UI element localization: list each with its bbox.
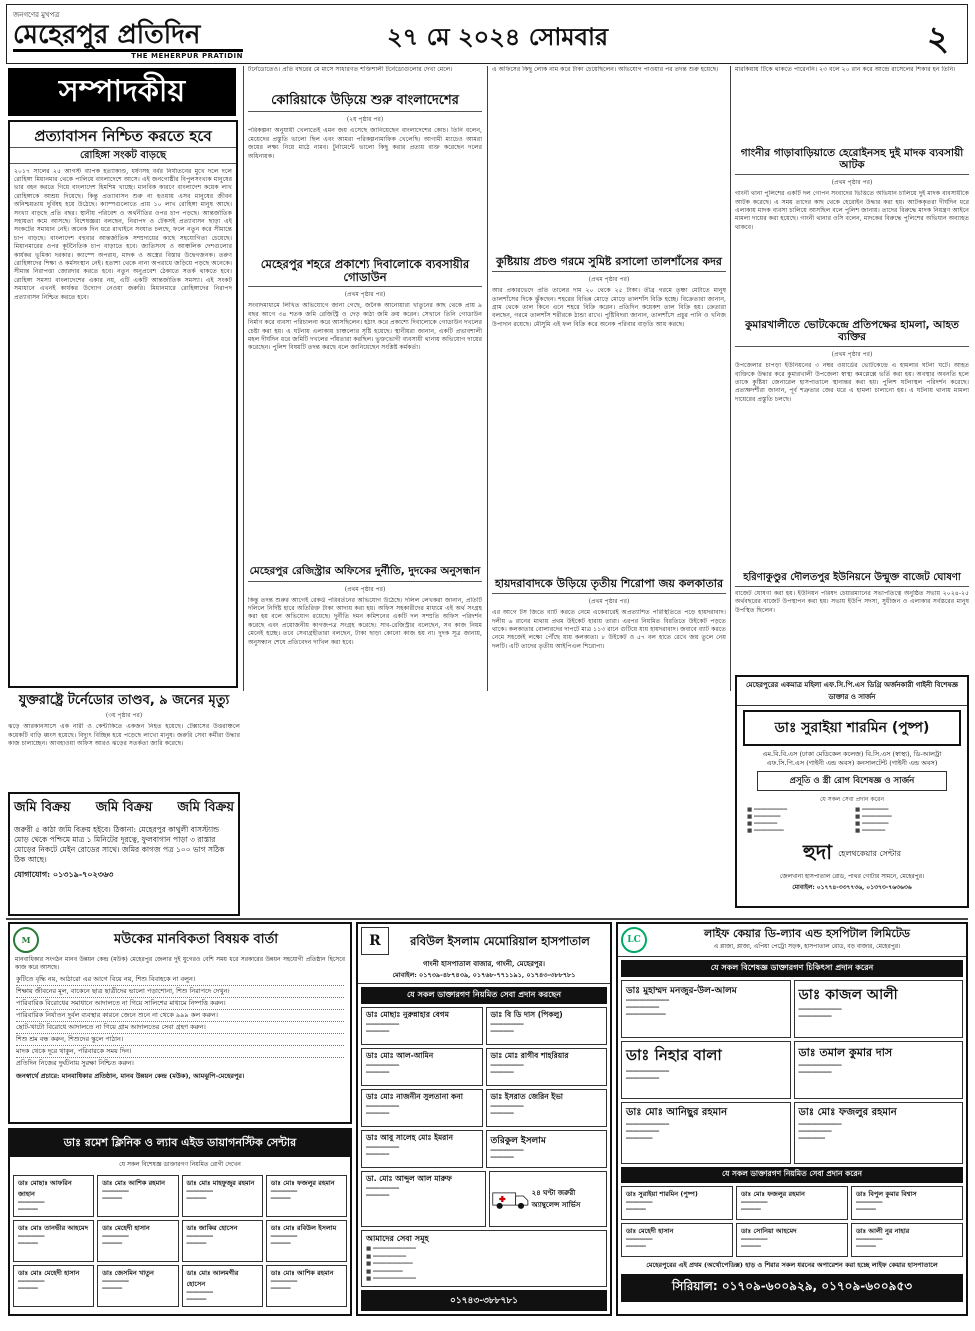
lifecare-ad [616, 922, 968, 1316]
newspaper-name: মেহেরপুর প্রতিদিন [13, 21, 243, 52]
kushtia-continuation: (প্রথম পৃষ্ঠার পর) [588, 276, 630, 284]
robiul-services: আমাদের সেবা সমূহ ■ ━━━━━━━━━━━━━ ■ ━━━━━━━━━━ ■ ━━━━━━━━━━━━ ■ ━━━━━━━━━ ■ ━━━━━━━━━━━━━ [361, 1230, 607, 1287]
robiul-phone: মোবাইল: ০১৭৩৯-৪৮৭৪৩৯, ০১৭৬৮-৭৭১১৯১, ০১৭৪৩-৩৮৮৭৮১ [358, 970, 610, 984]
doctor-card: ডাঃ মোঃ ফজলুর রহমান ━━━━━━━━ ━━━━━━ [736, 1186, 848, 1220]
kushtia-article [492, 256, 726, 576]
doctor-card: ডাঃ কাজল আলী ━━━━━━━━━━━━━ ━━━━━━━━━━ [794, 980, 964, 1038]
doctor-card: ডাঃ মোঃ মেহেদী হাসান ━━━━━━━━ ━━━━━━ [13, 1265, 94, 1307]
editorial-banner: সম্পাদকীয় [8, 68, 236, 116]
land-ad-title: জমি বিক্রয় [95, 800, 153, 815]
doctor-card: তরিকুল ইসলাম ━━━━━━━━━━ ━━━━━━━ [486, 1130, 608, 1168]
warehouse-continuation: (প্রথম পৃষ্ঠার পর) [344, 291, 386, 299]
tornado-continuation: (৩য় পৃষ্ঠার পর) [105, 712, 143, 720]
korea-body: পরিকল্পনা অনুযায়ী খেলাতেই এমন জয় এসেছে জানিয়েছেন বাংলাদেশের কোচ। তিনি বলেন, মেয়েদের প্রস্তুতি ভালো ছিল এবং আমরা পরিকল্পনামাফিক খেলেছি। আগামী ম্যাচেও আমরা জয়ের লক্ষ্য নিয়ে মাঠে নামব। টুর্নামেন্টে ভালো কিছু করার প্রত্যয় ব্যক্ত করেছেন দলের অধিনায়ক। [248, 127, 482, 160]
page-number: ২ [926, 19, 949, 59]
registry-continuation: (প্রথম পৃষ্ঠার পর) [344, 585, 386, 593]
ganni-article [735, 148, 969, 316]
mouk-item: শিক্ষায় জীবনের মূল, বাকেনে ছাত্র ছাত্রীদের ভালো পড়াশোনা, শিশু নিরাপদে দেখুন। [16, 986, 344, 998]
editorial-box [8, 120, 238, 688]
lifecare-address: এ প্লাজা, প্লাজা, এপিয়া পেট্রো সড়ক, হাসপাতাল রোড, বড় বাজার, মেহেরপুর। [713, 942, 901, 950]
tornado-body: ঝড়ে আরকানসাসে এক নারী ও কেন্টাকিতে একজন নিহত হয়েছে। টেক্সাসের উত্তরাঞ্চলে কয়েকটি বাড়ি ধ্বংস হয়েছে। বিদ্যুৎ বিচ্ছিন্ন হয়ে পড়েছে লাখো মানুষ। জরুরি সেবা কর্মীরা উদ্ধার কাজ চালাচ্ছেন। আবহাওয়া অফিস আরও ঝড়ের সতর্কতা জারি করেছে। [8, 723, 240, 748]
korea-continuation: (২য় পৃষ্ঠার পর) [346, 116, 384, 124]
robiul-hospital-ad [356, 922, 612, 1316]
mouk-ad [8, 922, 352, 1124]
pushpa-phone: মোবাইল: ০১৭৭৪-৩৩৭৭৩৬, ০১৩৭৩-৭৬৩৬৩৬ [792, 884, 912, 891]
mouk-item: প্রতিদিন নিজের দুর্ঘটনায় সুরক্ষা নিশ্চিত করুন। [16, 1059, 134, 1067]
land-ad-body: জরুরী ৫ কাঠা জমি বিক্রয় হইবে। ঠিকানা: মেহেরপুর কাথুলী বাসস্ট্যান্ড মোড় থেকে পশ্চিমে মাত্র ১ মিনিটের দূরত্বে, ফুলবাগান পাড়া ৩ রাস্তার মোড়ের নিকটে মেইন রোডের সাথে। জমির কাগজ পত্র ১০০ ভাগ সঠিক ঠিক আছে। [14, 825, 225, 864]
mouk-footer: জনস্বার্থে প্রচারে: মানবাধিকার প্রতিষ্ঠান, মানব উন্নয়ন কেন্দ্র (মউক), আমঝুপি-মেহেরপুর। [16, 1072, 245, 1080]
editorial-headline: প্রত্যাবাসন নিশ্চিত করতে হবে [34, 127, 212, 145]
ganni-headline: গাংনীর গাড়াবাড়িয়াতে হেরোইনসহ দুই মাদক ব্যবসায়ী আটক [735, 148, 969, 175]
robiul-logo-icon: R [361, 927, 389, 955]
land-ad-phone: যোগাযোগ: ০১৩১৯-৭০২৩৬৩ [14, 869, 114, 879]
doctor-card: ডাঃ মেহেদী হাসান ━━━━━━━━ ━━━━━━ [621, 1223, 733, 1257]
ambulance-label: ২৪ ঘণ্টা জরুরী অ্যাম্বুলেন্স সার্ভিস [531, 1188, 581, 1209]
section-rule [6, 918, 968, 920]
lifecare-serial: সিরিয়াল: ০১৭০৯-৬০০৯২৯, ০১৭০৯-৬০০৯৫৩ [621, 1274, 963, 1302]
doctor-card: ডাঃ আবু সালেহ মোঃ ইমরান ━━━━━━━━━━ ━━━━━━━ [361, 1130, 483, 1168]
newspaper-logo [13, 9, 243, 59]
doctor-card: ডা. মোঃ আব্দুল আল মারুফ ━━━━━━━━━━ ━━━━━━━ [361, 1171, 486, 1227]
pushpa-specialty: প্রসূতি ও স্ত্রী রোগ বিশেষজ্ঞ ও সার্জন [757, 771, 947, 791]
doctor-card: ডাঃ মোছাঃ আফরিন জাহান ━━━━━━━━ ━━━━━━ [13, 1175, 94, 1217]
land-ad-title: জমি বিক্রয় [177, 800, 234, 815]
editorial-subhead: রোহিঙ্গা সংকট বাড়ছে [10, 147, 236, 164]
mouk-title: মউকের মানবিকতা বিষয়ক বার্তা [113, 931, 279, 947]
doctor-card: ডাঃ মোঃ আল-আমিন ━━━━━━━━━━ ━━━━━━━ [361, 1048, 483, 1086]
mouk-item: শিশু শ্রম বন্ধ করুন, শিশুদের স্কুলে পাঠান। [16, 1034, 344, 1046]
doctor-card: ডাঃ মোঃ আশিক রহমান ━━━━━━━━ ━━━━━━ [97, 1175, 178, 1217]
lifecare-title: লাইফ কেয়ার ডি-ল্যাব এন্ড হসপিটাল লিমিটেড [704, 927, 910, 941]
masthead-tagline: জনগণের মুখপত্র [13, 11, 60, 19]
lifecare-logo-icon: LC [621, 927, 647, 953]
korea-headline: কোরিয়াকে উড়িয়ে শুরু বাংলাদেশের [248, 94, 482, 112]
robiul-address: গাংনী হাসপাতাল বাজার, গাংনী, মেহেরপুর। [422, 959, 546, 968]
registry-headline: মেহেরপুর রেজিস্ট্রার অফিসের দুর্নীতি, দুদকের অনুসন্ধান [248, 566, 482, 582]
doctor-card: ডাঃ মোঃ তানভীর আহমেদ ━━━━━━━━ ━━━━━━ [13, 1220, 94, 1262]
kushtia-lead: এ অফিসের কিছু লোক নাম করে টাকা চেয়েছিলেন। অভিযোগ পাওয়ার পর তদন্ত শুরু হয়েছে। [492, 66, 719, 73]
kumarkhali-continuation: (প্রথম পৃষ্ঠার পর) [831, 351, 873, 359]
huda-logo-text: হুদা [802, 840, 833, 864]
mouk-item: মাদক থেকে দূরে থাকুন, পরিবারকে সময় দিন। [16, 1046, 344, 1058]
ganni-lead-wrap [735, 66, 969, 146]
doctor-card: ডাঃ মোঃ রাগীব শাহরিয়ার ━━━━━━━━━━ ━━━━━━━ [486, 1048, 608, 1086]
kumarkhali-article [735, 320, 969, 568]
tornado-article [8, 694, 240, 790]
doctor-card: ডাঃ মেহেদী হাসান ━━━━━━━━ ━━━━━━ [97, 1220, 178, 1262]
ramesh-ad [8, 1128, 352, 1316]
ramesh-title: ডাঃ রমেশ ক্লিনিক ও ল্যাব এইড ডায়াগনস্টিক সেন্টার [10, 1130, 350, 1157]
lifecare-footer: মেহেরপুরের এই প্রথম (অর্থোপেডিক্স) হাড় ও শিরার সকল ধরনের অপারেশন করা হচ্ছে লাইফ কেয়ার হাসপাতালে [646, 1261, 938, 1269]
warehouse-headline: মেহেরপুর শহরে প্রকাশ্যে দিবালোকে ব্যবসায়ীর গোডাউন [248, 258, 482, 287]
robiul-services-title: আমাদের সেবা সমূহ [366, 1233, 429, 1243]
mouk-item: পারিবারিক নির্যাতন দুর্বল ব্যবস্থার কারনে জেনে শুনে না থেকে ৯৯৯ কল করুন। [16, 1010, 344, 1022]
doctor-card: ডাঃ বি ডি দাস (পিকলু) ━━━━━━━━━━ ━━━━━━━ [486, 1007, 608, 1045]
ambulance-box [489, 1171, 607, 1227]
korea-lead-wrap [248, 66, 482, 94]
mouk-intro: মানবাধিকার সংগঠন মানব উন্নয়ন কেন্দ্র (মউক) মেহেরপুর জেলার দুই যুগেরও বেশি সময় ধরে সরকারের উন্নয়ন সহযোগী প্রতিষ্ঠান হিসেবে কাজ করে আসছে। [15, 956, 345, 971]
lifecare-doctor-grid [618, 980, 966, 1164]
ramesh-doctor-grid [10, 1172, 350, 1310]
pushpa-address: জেলখানা হাসপাতাল রোড, পাথর গোটার সামনে, মেহেরপুর। [779, 873, 925, 880]
haydrabad-body: এর আগে টস জিতে ব্যাট করতে নেমে একেবারেই অপ্রত্যাশিত পরিস্থিতিতে পড়ে হায়দরাবাদ। দলীয় ৬ রানের মাথায় প্রথম উইকেট হারায় তারা। এরপর নিয়মিত বিরতিতে উইকেট পড়তে থাকে। কলকাতার বোলারদের দাপটে মাত্র ১১৩ রানে গুটিয়ে যায় হায়দরাবাদ। জবাবে ব্যাট করতে নেমে সহজেই লক্ষ্যে পৌঁছে যায় কলকাতা। ৮ উইকেট ও ৫৭ বল হাতে রেখে জয় তুলে নেয় দলটি। এটি তাদের তৃতীয় আইপিএল শিরোপা। [492, 609, 726, 650]
kushtia-lead-wrap [492, 66, 726, 254]
doctor-card: ডাঃ সুরাইয়া শারমিন (পুষ্প) ━━━━━━━━ ━━━━━━ [621, 1186, 733, 1220]
korea-article [248, 94, 482, 254]
doctor-card: ডাঃ জেসমিন খাতুন ━━━━━━━━ ━━━━━━ [97, 1265, 178, 1307]
doctor-card: ডাঃ মোঃ রবিউল ইসলাম ━━━━━━━━ ━━━━━━ [266, 1220, 347, 1262]
haydrabad-headline: হায়দরাবাদকে উড়িয়ে তৃতীয় শিরোপা জয় কলকাতার [492, 578, 726, 594]
kumarkhali-body: উপজেলার চাপড়া ইউনিয়নের ৩ নম্বর ওয়ার্ডের ভোটকেন্দ্রে এ হামলার ঘটনা ঘটে। আহত ব্যক্তিকে উদ্ধার করে কুমারখালী উপজেলা স্বাস্থ্য কমপ্লেক্সে ভর্তি করা হয়। অবস্থার অবনতি হলে তাকে কুষ্টিয়া জেনারেল হাসপাতালে স্থানান্তর করা হয়। পুলিশ ঘটনাস্থল পরিদর্শন করেছে। প্রত্যক্ষদর্শীরা জানান, পূর্ব শত্রুতার জের ধরে এ হামলা চালানো হয়। এ ঘটনায় থানায় মামলা দায়েরের প্রস্তুতি চলছে। [735, 362, 969, 403]
huda-logo-sub: হেলথকেয়ার সেন্টার [838, 849, 901, 858]
newspaper-name-en: THE MEHERPUR PRATIDIN [131, 52, 243, 60]
column-rule [487, 66, 488, 691]
kushtia-body: আর প্রকারভেদে প্রতি তালের দাম ২০ থেকে ২৫ টাকা। তীব্র গরমে তৃষ্ণা মেটাতে মানুষ তালশাঁসের দিকে ঝুঁকছেন। শহরের বিভিন্ন মোড়ে মোড়ে তালশাঁস বিক্রি হচ্ছে। বিক্রেতারা জানান, গ্রাম থেকে তাল কিনে এনে শহরে বিক্রি করেন। প্রতিদিন কয়েকশ তাল বিক্রি হয়। ক্রেতারা বলছেন, গরমে তালশাঁস শরীরকে ঠান্ডা রাখে। পুষ্টিবিদরা জানান, তালশাঁসে প্রচুর পানি ও খনিজ উপাদান রয়েছে। মৌসুমি এই ফল বিক্রি করে অনেক পরিবার বাড়তি আয় করছে। [492, 287, 726, 328]
harinakunda-body: বাজেট ঘোষণা করা হয়। ইউনিয়ন পরিষদ চেয়ারম্যানের সভাপতিত্বে অনুষ্ঠিত সভায় ২০২৪-২৫ অর্থবছরের বাজেট উপস্থাপন করা হয়। সভায় ইউপি সদস্য, সুধীজন ও এলাকার সর্বস্তরের মানুষ উপস্থিত ছিলেন। [735, 590, 969, 614]
lifecare-doctors-bar: যে সকল বিশেষজ্ঞ ডাক্তারগণ চিকিৎসা প্রদান করেন [621, 960, 963, 977]
warehouse-article [248, 258, 482, 558]
editorial-body: ২০১৭ সালের ২৫ আগস্ট ব্যাপক হত্যাকাণ্ড, ধর্ষণসহ বর্বর নির্যাতনের মুখে দলে দলে রোহিঙ্গা মিয়ানমার থেকে পালিয়ে বাংলাদেশে আসে। এই জনগোষ্ঠীর বিপুলসংখ্যক মানুষের ভার বহন করতে গিয়ে বাংলাদেশ হিমশিম খাচ্ছে। মানবিক কারণে বাংলাদেশ কয়েক লাখ রোহিঙ্গাকে আশ্রয় দিয়েছে। কিন্তু প্রত্যাবাসন শুরু না হওয়ায় এসব মানুষের জীবন অনিশ্চয়তায় দুর্বিষহ হয়ে উঠেছে। ক্যাম্পগুলোতে প্রায় ১০ লাখ রোহিঙ্গা মানুষ আছে। সংখ্যা বাড়ছে প্রতি বছর। স্থানীয় পরিবেশ ও অর্থনীতির ওপর চাপ পড়ছে। আন্তর্জাতিক সহায়তা কমে আসছে। বিশেষজ্ঞরা বলছেন, নিরাপদ ও টেকসই প্রত্যাবাসন ছাড়া এই সংকটের সমাধান নেই। অনেক দিন ধরে রাখাইনে সংঘাত চলছে, ফলে নতুন করে সীমান্তে চাপ বাড়ছে। বাংলাদেশ বহুবার আন্তর্জাতিক সম্প্রদায়ের কাছে সহযোগিতা চেয়েছে। মিয়ানমারের ওপর কূটনৈতিক চাপ বাড়াতে হবে। জাতিসংঘ ও আঞ্চলিক দেশগুলোর কার্যকর ভূমিকা দরকার। ক্যাম্পে অপরাধ, মাদক ও অস্ত্রের বিস্তার উদ্বেগজনক। তরুণ রোহিঙ্গাদের শিক্ষা ও কর্মসংস্থান নেই। হতাশা থেকে নানা অপরাধে জড়িয়ে পড়ছে অনেকে। সীমান্ত নিরাপত্তা জোরদার করতে হবে। নতুন অনুপ্রবেশ ঠেকাতে সতর্ক থাকতে হবে। রোহিঙ্গা সমস্যা বাংলাদেশের একার নয়, এটি একটি আন্তর্জাতিক সমস্যা। এই সংকট সমাধানে এখনই কার্যকর উদ্যোগ নেওয়া জরুরি। মিয়ানমারে রোহিঙ্গাদের নিরাপদ প্রত্যাবাসন নিশ্চিত করতে হবে। [14, 167, 232, 301]
doctor-card: ডাঃ জাকির হোসেন ━━━━━━━━ ━━━━━━ [182, 1220, 263, 1262]
ganni-body: গাংনী থানা পুলিশের একটি দল গোপন সংবাদের ভিত্তিতে অভিযান চালিয়ে দুই মাদক ব্যবসায়ীকে আটক করেছে। এ সময় তাদের কাছ থেকে হেরোইন উদ্ধার করা হয়। আটককৃতরা দীর্ঘদিন ধরে এলাকায় মাদক ব্যবসা চালিয়ে আসছিল বলে পুলিশ জানায়। তাদের বিরুদ্ধে মাদক নিয়ন্ত্রণ আইনে মামলা দায়ের করা হয়েছে। গাংনী থানার ওসি বলেন, মাদকের বিরুদ্ধে পুলিশের অভিযান অব্যাহত থাকবে। [735, 190, 969, 231]
doctor-card: ডাঃ মুহাম্মদ মনজুর-উল-আলম ━━━━━━━━━━━━━ ━━━━━━━━━━ ━━━━━━━━━━━━ [621, 980, 791, 1038]
robiul-doctors-bar: যে সকল ডাক্তারগণ নিয়মিত সেবা প্রদান করছেন [361, 987, 607, 1004]
harinakunda-article [735, 572, 969, 672]
doctor-card: ডাঃ মোঃ মাহফুজুর রহমান ━━━━━━━━ ━━━━━━ [182, 1175, 263, 1217]
doctor-card: ডাঃ নিহার বালা ━━━━━━━━━━━━━ ━━━━━━━━━━ [621, 1041, 791, 1099]
pushpa-ad [735, 675, 969, 908]
pushpa-doctor-name: ডাঃ সুরাইয়া শারমিন (পুষ্প) [743, 710, 961, 746]
kumarkhali-headline: কুমারখালীতে ভোটকেন্দ্রে প্রতিপক্ষের হামলা, আহত ব্যক্তির [735, 320, 969, 347]
doctor-card: ডাঃ মোঃ আনিছুর রহমান ━━━━━━━━━━━━━ ━━━━━━━━━━ ━━━━━━━━ [621, 1102, 791, 1164]
doctor-card: ডাঃ মোছাঃ নুরুন্নাহার বেগম ━━━━━━━━━━ ━━━━━━━ [361, 1007, 483, 1045]
doctor-card: ডাঃ মোঃ নাজনীন সুলতানা কনা ━━━━━━━━━━ ━━━━━━━ [361, 1089, 483, 1127]
column-rule [730, 66, 731, 691]
issue-date: ২৭ মে ২০২৪ সোমবার [387, 23, 609, 51]
ganni-continuation: (প্রথম পৃষ্ঠার পর) [831, 179, 873, 187]
haydrabad-article [492, 578, 726, 830]
korea-lead: টর্নেডোতেও। প্রতি বছরের মে মাসে সাধারণত শক্তিশালী টর্নেডোগুলোর দেখা মেলে। [248, 66, 453, 73]
haydrabad-continuation: (প্রথম পৃষ্ঠার পর) [588, 598, 630, 606]
lifecare-doctors-bar-2: যে সকল ডাক্তারগণ নিয়মিত সেবা প্রদান করেন [621, 1167, 963, 1183]
robiul-hotline: ০১৭৪৩-৩৮৮৭৮১ [361, 1290, 607, 1311]
mouk-items [10, 972, 350, 1071]
doctor-card: ডাঃ মোঃ আশিক রহমান ━━━━━━━━ ━━━━━━ [266, 1265, 347, 1307]
registry-article [248, 566, 482, 832]
doctor-card: ডাঃ মোঃ ফজলুর রহমান ━━━━━━━━━━━━━ ━━━━━━━━━━ ━━━━━━━━ [794, 1102, 964, 1164]
pushpa-services-list: ■ ━━━━━━━━━━ ■ ━━━━━━━━ ■ ━━━━━━━━ ■ ━━━━━━━━━ ■ ━━━━━━━ ■ ━━━━━━━━ ■ ━━━━━━━━━ ■ ━━━━━━━ [747, 807, 892, 834]
ganni-lead: মারকিয়ায় টিকে থাকতে পারেননি। ২৩ বলে ২০ রান করে আন্দ্রে রাসেলের শিকার হন তিনি। [735, 66, 956, 73]
harinakunda-headline: হরিণাকুণ্ডুর দৌলতপুর ইউনিয়নে উন্মুক্ত বাজেট ঘোষণা [735, 572, 969, 587]
column-rule [243, 66, 244, 691]
ambulance-icon [492, 1185, 529, 1213]
doctor-card: ডাঃ মোঃ আলমগীর হোসেন ━━━━━━━━ ━━━━━━ [182, 1265, 263, 1307]
kushtia-headline: কুষ্টিয়ায় প্রচণ্ড গরমে সুমিষ্ট রসালো তালশাঁসের কদর [492, 256, 726, 272]
registry-body: কিন্তু তদন্ত শুরুর আগেই রেকর্ড পরিবর্তনের অভিযোগ উঠেছে। দলিল লেখকরা জানান, প্রতিটি দলিলে নির্দিষ্ট হারে অতিরিক্ত টাকা আদায় করা হয়। অফিস সহকারীদের মাধ্যমে এই অর্থ সংগ্রহ করা হয় বলে অভিযোগ রয়েছে। দুর্নীতি দমন কমিশনের একটি দল সম্প্রতি অফিস পরিদর্শন করেছে এবং প্রয়োজনীয় কাগজপত্র সংগ্রহ করেছে। সাব-রেজিস্ট্রার বলেছেন, সব কাজ নিয়ম মেনেই হচ্ছে। তবে সেবাগ্রহীতারা বলছেন, টাকা ছাড়া কোনো কাজ হয় না। দুদক সূত্র জানায়, অনুসন্ধান শেষে প্রতিবেদন দাখিল করা হবে। [248, 596, 482, 646]
tornado-headline: যুক্তরাষ্ট্রে টর্নেডোর তাণ্ডব, ৯ জনের মৃত্যু [18, 693, 230, 708]
doctor-card: ডাঃ তমাল কুমার দাস ━━━━━━━━━━━━━ ━━━━━━━━━━ [794, 1041, 964, 1099]
pushpa-services-label: যে সকল সেবা প্রদান করেন [819, 796, 885, 803]
robiul-title: রবিউল ইসলাম মেমোরিয়াল হাসপাতাল [410, 933, 590, 948]
land-ad-title: জমি বিক্রয় [14, 800, 71, 815]
land-sale-ad [8, 792, 240, 916]
warehouse-body: সংবাদমাধ্যমে লিখিত অভিযোগে জানা গেছে, জনৈক আনোয়ারা খাতুনের কাছ থেকে প্রায় ৯ বছর আগে ৩৪ শতক জমি রেজিস্ট্রি ও দেড় কাঠা জমি ক্রয় করেন। সেখানে তিনি গোডাউন নির্মাণ করে ব্যবসা পরিচালনা করে আসছিলেন। হঠাৎ করে প্রকাশ্যে দিবালোকে গোডাউন দখলের চেষ্টা করা হয়। এ ঘটনায় এলাকায় চাঞ্চল্যের সৃষ্টি হয়েছে। স্থানীয়রা জানান, একটি প্রভাবশালী মহল দীর্ঘদিন ধরে জমিটি দখলের পাঁয়তারা করছিল। ভুক্তভোগী ব্যবসায়ী থানায় অভিযোগ দায়ের করেছেন। পুলিশ বিষয়টি তদন্ত করছে বলে জানিয়েছেন সংশ্লিষ্ট কর্মকর্তা। [248, 302, 482, 352]
doctor-card: ডাঃ আলী নুর নাহার ━━━━━━━━ ━━━━━━ [851, 1223, 963, 1257]
masthead [6, 4, 968, 64]
lifecare-small-doctor-grid [618, 1186, 966, 1257]
mouk-logo-icon: M [13, 927, 39, 953]
mouk-item: ছোট-খাটো বিরোধে আদালতে না গিয়ে গ্রাম আদালতের সেবা গ্রহণ করুন। [16, 1022, 344, 1034]
mouk-item: পারিবারিক বিরোধের সমাধানে আদালতে না গিয়ে সালিশের মাধ্যমে নিষ্পত্তি করুন। [16, 998, 344, 1010]
pushpa-degrees: এম.বি.বি.এস (ঢাকা মেডিকেল কলেজ) বি.সি.এস (স্বাস্থ্য), ডি-আলট্রা এফ.সি.পি.এস (গাইনী এন্ড অবস) কনসালটেন্ট (গাইনী এন্ড অবস) [762, 750, 942, 767]
ramesh-sub: যে সকল বিশেষজ্ঞ ডাক্তারগণ নিয়মিত রোগী দেখেন [119, 1161, 241, 1168]
pushpa-ad-top: মেহেরপুরের একমাত্র মহিলা এফ.সি.পি.এস ডিগ্রি অর্জনকারী গাইনী বিশেষজ্ঞ ডাক্তার ও সার্জন [737, 677, 967, 706]
doctor-card: ডাঃ সোনিয়া আহমেদ ━━━━━━━━ ━━━━━━ [736, 1223, 848, 1257]
doctor-card: ডাঃ মোঃ ফজলুর রহমান ━━━━━━━━ ━━━━━━ [266, 1175, 347, 1217]
robiul-doctor-grid [358, 1007, 610, 1168]
doctor-card: ডাঃ বিপুল কুমার বিশ্বাস ━━━━━━━━ ━━━━━━ [851, 1186, 963, 1220]
mouk-item: কুটিতে বৃদ্ধি নয়, আঠারো এর আগে বিয়ে নয়, শিশু বিবাহকে না বলুন। [16, 974, 344, 986]
doctor-card: ডাঃ ইসরাত জেরিন ইভা ━━━━━━━━━━ ━━━━━━━ [486, 1089, 608, 1127]
